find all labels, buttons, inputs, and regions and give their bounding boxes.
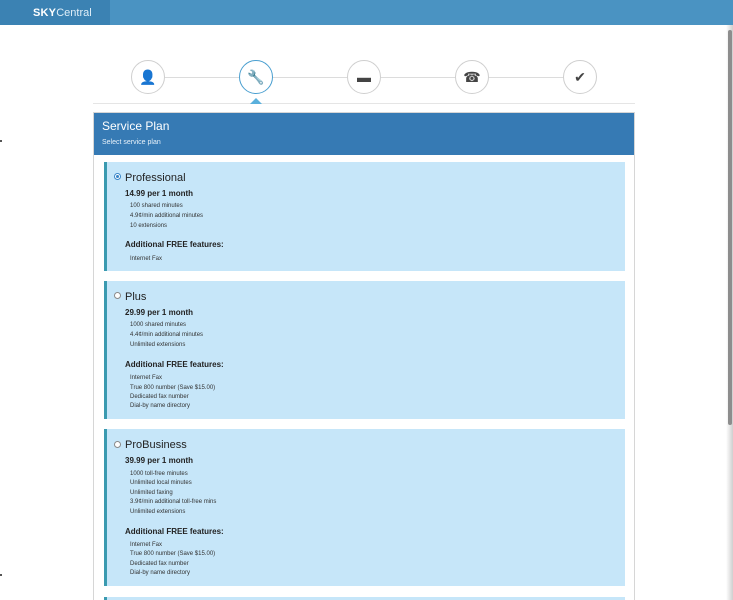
plan-feature: Dial-by name directory	[130, 403, 191, 409]
panel-title: Service Plan	[102, 119, 170, 133]
plan-feature: True 800 number (Save $15.00)	[130, 385, 216, 391]
step-service-plan[interactable]	[239, 60, 273, 94]
wrench-icon: 🔧	[247, 68, 265, 85]
active-step-indicator	[250, 98, 262, 104]
plan-feature: Internet Fax	[130, 542, 163, 548]
plan-price: 39.99 per 1 month	[125, 456, 194, 465]
plan-radio-plus[interactable]	[114, 292, 121, 299]
plan-detail: 1000 shared minutes	[130, 322, 187, 328]
features-heading: Additional FREE features:	[125, 360, 224, 369]
plan-feature: Dial-by name directory	[130, 570, 191, 576]
credit-card-icon: ▬	[357, 69, 371, 85]
plan-name: ProBusiness	[125, 439, 187, 451]
plan-detail: Unlimited faxing	[130, 490, 173, 496]
plan-feature: Internet Fax	[130, 375, 163, 381]
service-plan-panel	[93, 112, 635, 600]
plan-detail: 4.9¢/min additional minutes	[130, 213, 204, 219]
plan-detail: Unlimited extensions	[130, 342, 186, 348]
step-confirm[interactable]	[563, 60, 597, 94]
plan-name: Plus	[125, 291, 147, 303]
wizard-steps	[93, 58, 635, 104]
check-icon: ✔	[574, 68, 586, 85]
plan-detail: 1000 toll-free minutes	[130, 471, 188, 477]
plan-feature: Internet Fax	[130, 256, 163, 262]
phone-icon: ☎	[463, 68, 481, 85]
plan-feature: Dedicated fax number	[130, 561, 189, 567]
brand-primary: SKY	[33, 6, 57, 19]
plan-price: 29.99 per 1 month	[125, 308, 194, 317]
features-heading: Additional FREE features:	[125, 240, 224, 249]
plan-card-plus[interactable]	[104, 281, 625, 419]
plan-card-probusiness[interactable]	[104, 429, 625, 586]
panel-subtitle: Select service plan	[102, 139, 161, 146]
plan-card-professional[interactable]	[104, 162, 625, 271]
plan-detail: Unlimited extensions	[130, 509, 186, 515]
user-icon: 👤	[139, 68, 157, 85]
plan-detail: 4.4¢/min additional minutes	[130, 332, 204, 338]
panel-header	[94, 113, 634, 155]
plan-price: 14.99 per 1 month	[125, 189, 194, 198]
step-phone[interactable]	[455, 60, 489, 94]
step-payment[interactable]	[347, 60, 381, 94]
edge-marker	[0, 140, 2, 142]
brand-logo[interactable]	[0, 0, 110, 25]
plan-name: Professional	[125, 172, 186, 184]
edge-marker	[0, 574, 2, 576]
plan-detail: Unlimited local minutes	[130, 480, 192, 486]
scrollbar-thumb[interactable]	[728, 30, 732, 425]
plan-feature: Dedicated fax number	[130, 394, 189, 400]
plan-detail: 100 shared minutes	[130, 203, 183, 209]
plan-detail: 10 extensions	[130, 223, 168, 229]
steps-divider	[93, 103, 635, 104]
plan-feature: True 800 number (Save $15.00)	[130, 551, 216, 557]
features-heading: Additional FREE features:	[125, 527, 224, 536]
top-bar	[0, 0, 733, 25]
plan-radio-probusiness[interactable]	[114, 441, 121, 448]
plan-detail: 3.9¢/min additional toll-free mins	[130, 499, 217, 505]
step-account[interactable]	[131, 60, 165, 94]
brand-secondary: Central	[56, 6, 92, 19]
plan-radio-professional[interactable]	[114, 173, 121, 180]
